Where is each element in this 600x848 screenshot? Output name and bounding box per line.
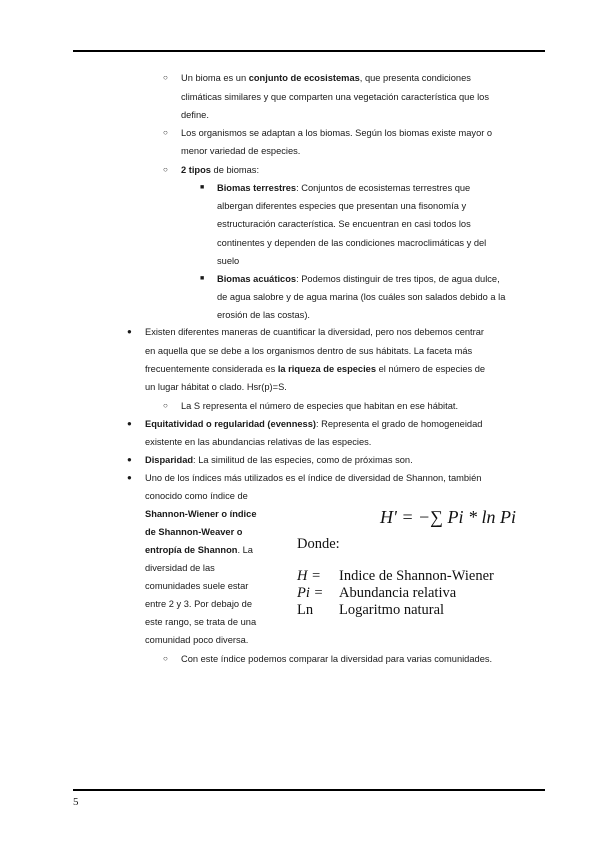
text-line: Equitatividad o regularidad (evenness): Representa el grado de homogeneidad <box>145 419 483 429</box>
text-line: suelo <box>217 256 240 266</box>
text-line: conocido como índice de <box>145 491 248 501</box>
text-line: Un bioma es un conjunto de ecosistemas, que presenta condiciones <box>181 73 471 83</box>
formula-donde-label: Donde: <box>297 536 340 552</box>
text-line: Uno de los índices más utilizados es el índice de diversidad de Shannon, también <box>145 473 482 483</box>
text-line: frecuentemente considerada es la riqueza de especies el número de especies de <box>145 364 486 374</box>
circle-bullet: ○ <box>163 165 168 174</box>
text-line: continentes y dependen de las condiciones macroclimáticas y del <box>217 238 487 248</box>
text-line: Biomas terrestres: Conjuntos de ecosistemas terrestres que <box>217 183 471 193</box>
square-bullet: ■ <box>200 275 205 282</box>
disc-bullet: ● <box>127 473 132 482</box>
text-line: de agua salobre y de agua marina (los cuáles son salados debido a la <box>217 292 506 302</box>
circle-bullet: ○ <box>163 654 168 663</box>
formula-legend-row: Pi = Abundancia relativa <box>297 585 457 601</box>
square-bullet: ■ <box>200 184 205 191</box>
circle-bullet: ○ <box>163 128 168 137</box>
text-line: entre 2 y 3. Por debajo de <box>145 599 252 609</box>
text-line: diversidad de las <box>145 563 215 573</box>
text-line: comunidades suele estar <box>145 581 249 591</box>
text-line: de Shannon-Weaver o <box>145 527 243 537</box>
text-line: define. <box>181 110 209 120</box>
text-line: Existen diferentes maneras de cuantificar la diversidad, pero nos debemos centrar <box>145 327 485 337</box>
disc-bullet: ● <box>127 455 132 464</box>
text-line: en aquella que se debe a los organismos dentro de sus hábitats. La faceta más <box>145 346 473 356</box>
footer-rule <box>73 789 545 791</box>
formula-legend-row: Ln Logaritmo natural <box>297 602 445 618</box>
text-line: Disparidad: La similitud de las especies, como de próximas son. <box>145 455 413 465</box>
text-line: este rango, se trata de una <box>145 617 257 627</box>
text-line: menor variedad de especies. <box>181 146 301 156</box>
text-line: Shannon-Wiener o índice <box>145 509 257 519</box>
text-line: estructuración característica. Se encuentran en casi todos los <box>217 219 471 229</box>
text-line: existente en las abundancias relativas de las especies. <box>145 437 372 447</box>
text-line: Biomas acuáticos: Podemos distinguir de tres tipos, de agua dulce, <box>217 274 500 284</box>
text-line: Con este índice podemos comparar la diversidad para varias comunidades. <box>181 654 493 664</box>
page-number: 5 <box>73 796 79 808</box>
shannon-formula: H' = −∑ Pi * ln Pi <box>380 507 516 527</box>
text-line: Los organismos se adaptan a los biomas. Según los biomas existe mayor o <box>181 128 493 138</box>
disc-bullet: ● <box>127 327 132 336</box>
text-line: albergan diferentes especies que presentan una fisonomía y <box>217 201 467 211</box>
text-line: climáticas similares y que comparten una vegetación característica que los <box>181 92 489 102</box>
circle-bullet: ○ <box>163 401 168 410</box>
text-line: 2 tipos de biomas: <box>181 165 260 175</box>
text-line: un lugar hábitat o clado. Hsr(p)=S. <box>145 382 287 392</box>
header-rule <box>73 50 545 52</box>
formula-legend-row: H = Indice de Shannon-Wiener <box>297 568 494 584</box>
circle-bullet: ○ <box>163 73 168 82</box>
text-line: erosión de las costas). <box>217 310 311 320</box>
text-line: La S representa el número de especies que habitan en ese hábitat. <box>181 401 459 411</box>
text-line: comunidad poco diversa. <box>145 635 249 645</box>
text-line: entropía de Shannon. La <box>145 545 253 555</box>
disc-bullet: ● <box>127 419 132 428</box>
